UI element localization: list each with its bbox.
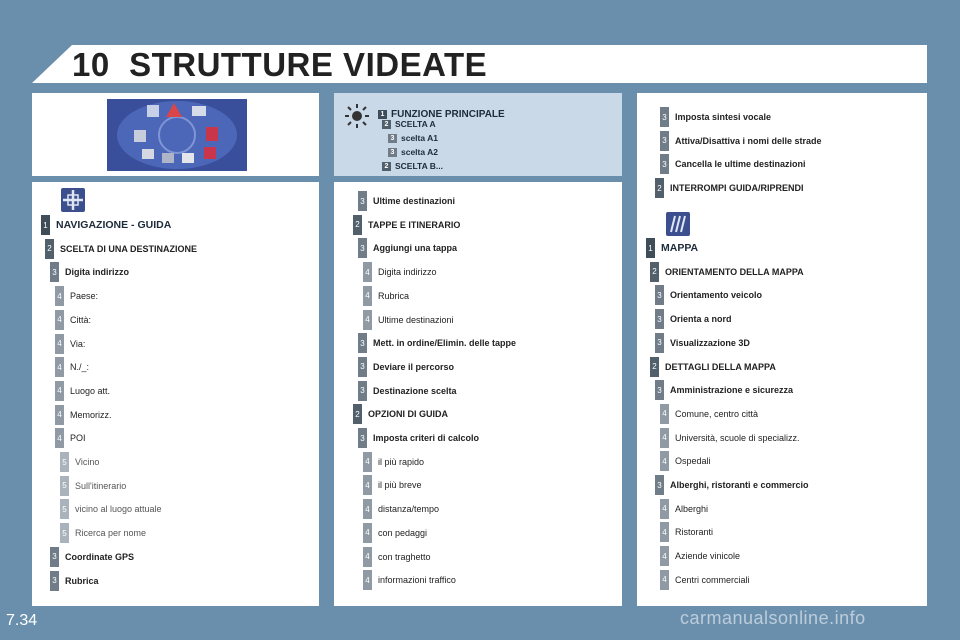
level-badge: 2: [353, 215, 362, 235]
menu-row: [655, 308, 732, 330]
menu-row-label: Rubrica: [378, 290, 410, 301]
menu-row-label: Digita indirizzo: [378, 267, 437, 278]
level-badge: 4: [660, 451, 669, 471]
menu-row-label: Vicino: [75, 457, 100, 467]
menu-row-label: Visualizzazione 3D: [670, 337, 750, 348]
level-badge: 1: [646, 238, 655, 258]
menu-row: [655, 474, 809, 496]
menu-row-label: POI: [70, 433, 86, 444]
menu-row-label: Imposta criteri di calcolo: [373, 433, 480, 443]
menu-row: [55, 285, 98, 307]
menu-row: [358, 356, 454, 378]
menu-screen-panel: [32, 93, 319, 176]
menu-row: [45, 238, 197, 260]
menu-row-label: Cancella le ultime destinazioni: [675, 159, 806, 170]
menu-row-label: Orienta a nord: [670, 314, 732, 325]
level-badge: 4: [660, 546, 669, 566]
menu-row-label: Ricerca per nome: [75, 528, 147, 539]
level-badge: 4: [55, 428, 64, 448]
menu-row-label: DETTAGLI DELLA MAPPA: [665, 361, 776, 372]
map-icon: [665, 211, 691, 237]
menu-row: [363, 522, 427, 544]
level-badge: 3: [388, 148, 397, 157]
menu-row-label: Sull'itinerario: [75, 480, 127, 491]
level-badge: 2: [45, 239, 54, 259]
legend-item: [388, 147, 438, 157]
menu-row-label: il più rapido: [378, 456, 425, 467]
level-badge: 3: [358, 428, 367, 448]
level-badge: 1: [41, 215, 50, 235]
menu-row: [358, 332, 516, 354]
menu-row: [358, 427, 479, 449]
level-badge: 3: [660, 107, 669, 127]
level-badge: 4: [363, 475, 372, 495]
menu-row-label: Memorizz.: [70, 409, 112, 420]
menu-row: [55, 333, 85, 355]
menu-row: [55, 380, 110, 402]
legend-item-label: scelta A1: [401, 133, 439, 143]
menu-row: [60, 498, 162, 520]
menu-row: [358, 237, 457, 259]
menu-row: [655, 379, 793, 401]
menu-row: [660, 106, 771, 128]
menu-row: [55, 427, 86, 449]
menu-row-label: Università, scuole di specializz.: [675, 432, 800, 443]
menu-row-label: Alberghi, ristoranti e commercio: [670, 480, 809, 490]
menu-row-label: Alberghi: [675, 503, 709, 514]
navigation-icon: [60, 187, 86, 213]
menu-row: [363, 498, 439, 520]
menu-row: [655, 177, 804, 199]
menu-row: [50, 546, 134, 568]
menu-row: [660, 130, 822, 152]
level-badge: 4: [55, 381, 64, 401]
menu-row: [660, 450, 711, 472]
menu-row-label: Ospedali: [675, 456, 711, 467]
menu-row: [55, 309, 91, 331]
menu-row: [660, 569, 750, 591]
level-badge: 4: [55, 310, 64, 330]
menu-row: [55, 404, 112, 426]
menu-row: [650, 261, 804, 283]
level-badge: 3: [655, 333, 664, 353]
menu-row-label: Paese:: [70, 291, 99, 302]
level-badge: 3: [660, 131, 669, 151]
level-badge: 3: [358, 357, 367, 377]
page-number: 7.34: [6, 612, 38, 629]
level-badge: 3: [358, 381, 367, 401]
menu-row: [60, 475, 126, 497]
menu-row-label: con pedaggi: [378, 527, 428, 538]
menu-row: [660, 153, 806, 175]
level-badge: 4: [363, 547, 372, 567]
menu-row: [353, 214, 460, 236]
level-badge: 4: [363, 262, 372, 282]
level-badge: 3: [655, 309, 664, 329]
level-badge: 3: [358, 333, 367, 353]
watermark: carmanualsonline.info: [680, 608, 866, 628]
menu-row-label: Via:: [70, 338, 86, 349]
menu-row: [660, 427, 800, 449]
level-badge: 4: [363, 523, 372, 543]
menu-screen-image: [32, 93, 319, 176]
menu-row-label: Centri commerciali: [675, 574, 750, 585]
legend-header: 1 FUNZIONE PRINCIPALE: [378, 109, 505, 120]
menu-row-label: Attiva/Disattiva i nomi delle strade: [675, 135, 822, 146]
level-badge: 5: [60, 523, 69, 543]
menu-row-label: Città:: [70, 314, 92, 325]
level-badge: 3: [388, 134, 397, 143]
menu-row-label: Mett. in ordine/Elimin. delle tappe: [373, 338, 517, 349]
level-badge: 5: [60, 476, 69, 496]
menu-row: [41, 214, 171, 236]
menu-row-label: Amministrazione e sicurezza: [670, 385, 794, 396]
menu-row: [660, 545, 740, 567]
menu-row-label: Ultime destinazioni: [378, 314, 454, 325]
menu-row: [655, 284, 762, 306]
menu-row: [660, 403, 758, 425]
menu-row-label: distanza/tempo: [378, 504, 440, 515]
menu-row: [363, 546, 431, 568]
menu-row: [353, 403, 448, 425]
level-badge: 2: [650, 357, 659, 377]
level-badge: 3: [50, 547, 59, 567]
menu-row-label: Coordinate GPS: [65, 551, 135, 562]
menu-row: [646, 237, 698, 259]
level-badge: 2: [353, 404, 362, 424]
menu-row-label: Deviare il percorso: [373, 361, 455, 372]
menu-row: [363, 261, 437, 283]
menu-row-label: Imposta sintesi vocale: [675, 112, 772, 122]
level-badge: 4: [363, 499, 372, 519]
menu-row: [363, 309, 454, 331]
level-badge: 3: [358, 191, 367, 211]
menu-row-label: INTERROMPI GUIDA/RIPRENDI: [670, 183, 804, 194]
menu-row-label: Ristoranti: [675, 527, 714, 538]
menu-row-label: TAPPE E ITINERARIO: [368, 219, 461, 230]
level-badge: 4: [660, 428, 669, 448]
menu-row-label: con traghetto: [378, 551, 431, 562]
legend-item: [388, 133, 438, 143]
level-badge: 4: [660, 570, 669, 590]
legend-item: [382, 161, 443, 171]
menu-row-label: Aggiungi una tappa: [373, 243, 457, 254]
menu-row-label: informazioni traffico: [378, 575, 456, 586]
legend-item-label: scelta A2: [401, 147, 439, 157]
level-badge: 4: [660, 522, 669, 542]
menu-row-label: Rubrica: [65, 575, 99, 586]
menu-row-label: NAVIGAZIONE - GUIDA: [56, 219, 172, 231]
legend-item-label: SCELTA A: [395, 119, 436, 129]
page-title: 10 STRUTTURE VIDEATE: [72, 46, 488, 83]
menu-row: [363, 569, 456, 591]
menu-row-label: OPZIONI DI GUIDA: [368, 409, 449, 420]
menu-row: [60, 451, 99, 473]
menu-row-label: Luogo att.: [70, 385, 111, 396]
level-badge: 5: [60, 499, 69, 519]
level-badge: 2: [655, 178, 664, 198]
level-badge: 2: [382, 162, 391, 171]
menu-row: [50, 570, 99, 592]
level-badge: 3: [655, 475, 664, 495]
level-badge: 3: [660, 154, 669, 174]
menu-row-label: Ultime destinazioni: [373, 196, 456, 206]
menu-row-label: Comune, centro città: [675, 408, 759, 419]
level-badge: 3: [50, 262, 59, 282]
menu-row: [50, 261, 129, 283]
function-legend-panel: [334, 93, 622, 176]
level-badge: 2: [382, 120, 391, 129]
level-badge: 4: [363, 452, 372, 472]
menu-row: [60, 522, 146, 544]
menu-row: [650, 356, 776, 378]
menu-row-label: Aziende vinicole: [675, 551, 741, 562]
level-badge: 4: [55, 286, 64, 306]
level-badge: 3: [655, 380, 664, 400]
menu-row: [55, 356, 89, 378]
level-badge: 3: [358, 238, 367, 258]
level-badge: 4: [363, 570, 372, 590]
menu-row-label: ORIENTAMENTO DELLA MAPPA: [665, 266, 804, 277]
menu-row: [358, 380, 457, 402]
menu-row-label: Destinazione scelta: [373, 385, 457, 396]
menu-row: [358, 190, 455, 212]
menu-row: [363, 285, 409, 307]
sun-icon: [342, 101, 372, 131]
menu-row-label: vicino al luogo attuale: [75, 504, 162, 515]
menu-row: [363, 474, 422, 496]
level-badge: 3: [655, 285, 664, 305]
level-badge: 4: [55, 334, 64, 354]
menu-row-label: MAPPA: [661, 242, 699, 254]
level-badge: 4: [55, 357, 64, 377]
menu-row: [660, 521, 713, 543]
legend-item: [382, 119, 436, 129]
level-badge: 4: [363, 286, 372, 306]
menu-row-label: il più breve: [378, 480, 422, 491]
level-badge: 2: [650, 262, 659, 282]
level-badge: 4: [363, 310, 372, 330]
level-badge: 3: [50, 571, 59, 591]
menu-row-label: N./_:: [70, 362, 90, 373]
level-badge: 4: [660, 499, 669, 519]
menu-row-label: SCELTA DI UNA DESTINAZIONE: [60, 243, 197, 254]
menu-row: [363, 451, 424, 473]
menu-row: [655, 332, 750, 354]
level-badge: 5: [60, 452, 69, 472]
menu-row-label: Digita indirizzo: [65, 267, 129, 278]
level-badge: 4: [660, 404, 669, 424]
menu-row: [660, 498, 708, 520]
menu-row-label: Orientamento veicolo: [670, 290, 763, 301]
legend-item-label: SCELTA B...: [395, 161, 444, 171]
level-badge: 4: [55, 405, 64, 425]
